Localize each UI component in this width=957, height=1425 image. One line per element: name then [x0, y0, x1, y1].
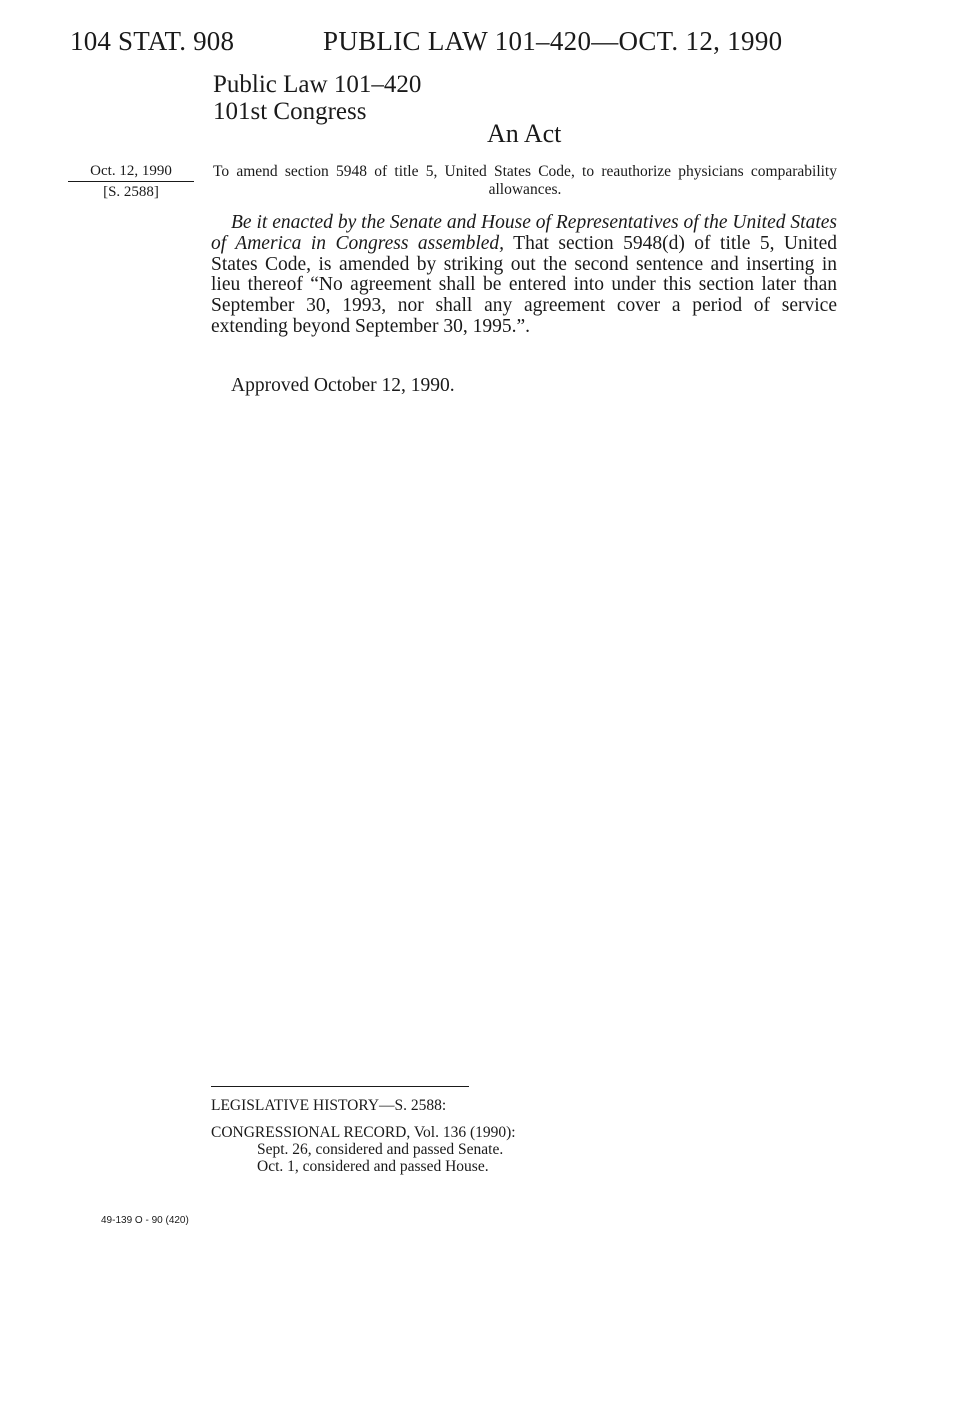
enacting-clause: Be it enacted by the Senate and House of Representatives of the United States of America in Congress assembled,	[211, 212, 837, 254]
act-heading: An Act	[487, 119, 562, 148]
congress-label: 101st Congress	[213, 98, 367, 125]
approval-line: Approved October 12, 1990.	[231, 375, 455, 396]
history-entry: Sept. 26, considered and passed Senate.	[257, 1141, 504, 1158]
purpose-statement: To amend section 5948 of title 5, United States Code, to reauthorize physicians comparability allowances.	[213, 163, 837, 198]
page-citation: 104 STAT. 908	[70, 26, 235, 56]
margin-date: Oct. 12, 1990	[68, 162, 194, 182]
congressional-record	[211, 1124, 516, 1175]
history-entry: Oct. 1, considered and passed House.	[257, 1158, 489, 1175]
legislative-history-heading: LEGISLATIVE HISTORY—S. 2588:	[211, 1097, 447, 1114]
record-title: CONGRESSIONAL RECORD, Vol. 136 (1990):	[211, 1124, 516, 1141]
margin-bill-number: [S. 2588]	[103, 184, 159, 200]
enacting-body: That section 5948(d) of title 5, United States Code, is amended by striking out the second sentence and inserting in lieu thereof “No agreement shall be entered into under this section later than September 30, 1993, nor shall any agreement cover a period of service extending beyond September 30, 1995.”.	[211, 232, 838, 337]
enacting-section	[211, 213, 837, 338]
public-law-number: Public Law 101–420	[213, 71, 422, 98]
print-code: 49-139 O - 90 (420)	[101, 1215, 189, 1226]
history-divider	[211, 1086, 469, 1087]
margin-note	[68, 162, 194, 201]
running-title: PUBLIC LAW 101–420—OCT. 12, 1990	[323, 26, 783, 56]
